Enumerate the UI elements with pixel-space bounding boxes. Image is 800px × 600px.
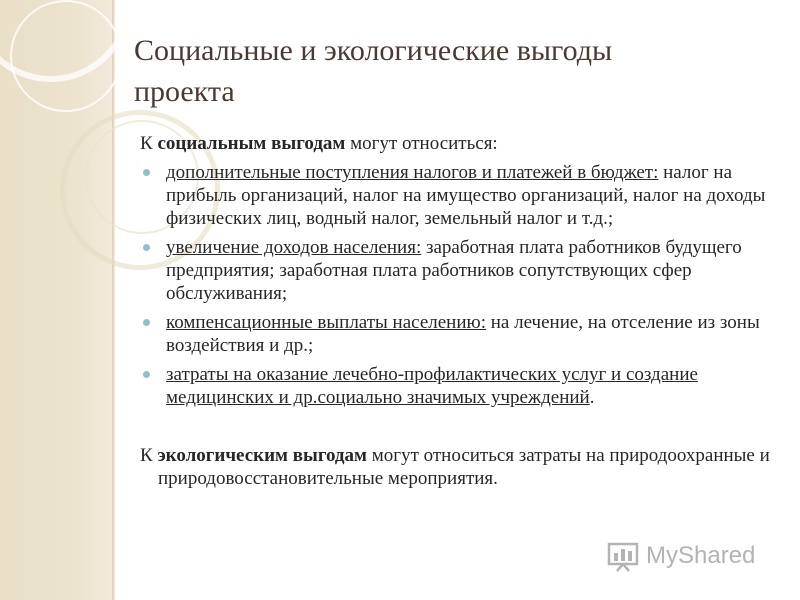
bullet-dot-icon bbox=[143, 244, 150, 251]
bullet-text: на лечение, на отселение из зоны воздействия и др.; bbox=[166, 312, 760, 356]
decorative-ring bbox=[10, 0, 122, 112]
side-band-edge bbox=[112, 0, 115, 600]
title-line: проекта bbox=[134, 75, 235, 108]
bullet-text: налог на прибыль организаций, налог на имущество организаций, налог на доходы физических лиц, водный налог, земельный налог и т.д.; bbox=[166, 162, 766, 229]
intro-bold-term: социальным выгодам bbox=[157, 133, 346, 154]
presentation-board-icon bbox=[606, 539, 640, 573]
bullet-dot-icon bbox=[143, 319, 150, 326]
bullet-heading: затраты на оказание лечебно-профилактических услуг и создание медицинских и др.социально значимых учреждений bbox=[166, 364, 698, 408]
bullet-heading: увеличение доходов населения: bbox=[166, 237, 422, 258]
list-item bbox=[140, 236, 770, 305]
title-line: Социальные и экологические выгоды bbox=[134, 34, 613, 67]
myshared-watermark bbox=[606, 536, 766, 576]
bullet-dot-icon bbox=[143, 169, 150, 176]
social-benefits-list bbox=[140, 161, 770, 409]
bullet-heading: компенсационные выплаты населению: bbox=[166, 312, 486, 333]
social-benefits-intro bbox=[140, 132, 770, 155]
slide-title bbox=[134, 30, 754, 112]
slide-body bbox=[140, 132, 770, 490]
bullet-text: заработная плата работников будущего предприятия; заработная плата работников сопутствующих сфер обслуживания; bbox=[166, 237, 742, 304]
list-item bbox=[140, 363, 770, 409]
ecological-benefits-paragraph bbox=[140, 444, 770, 490]
list-item bbox=[140, 161, 770, 230]
bullet-heading: дополнительные поступления налогов и платежей в бюджет: bbox=[166, 162, 659, 183]
watermark-text: MyShared bbox=[646, 542, 756, 569]
bullet-text: . bbox=[589, 387, 595, 408]
outro-suffix: могут относиться затраты на природоохранные и природовосстановительные мероприятия. bbox=[158, 445, 770, 489]
bullet-dot-icon bbox=[143, 371, 150, 378]
outro-prefix: К bbox=[140, 445, 158, 466]
intro-suffix: могут относиться: bbox=[345, 133, 498, 154]
intro-prefix: К bbox=[140, 133, 158, 154]
outro-bold-term: экологическим выгодам bbox=[157, 445, 367, 466]
list-item bbox=[140, 311, 770, 357]
